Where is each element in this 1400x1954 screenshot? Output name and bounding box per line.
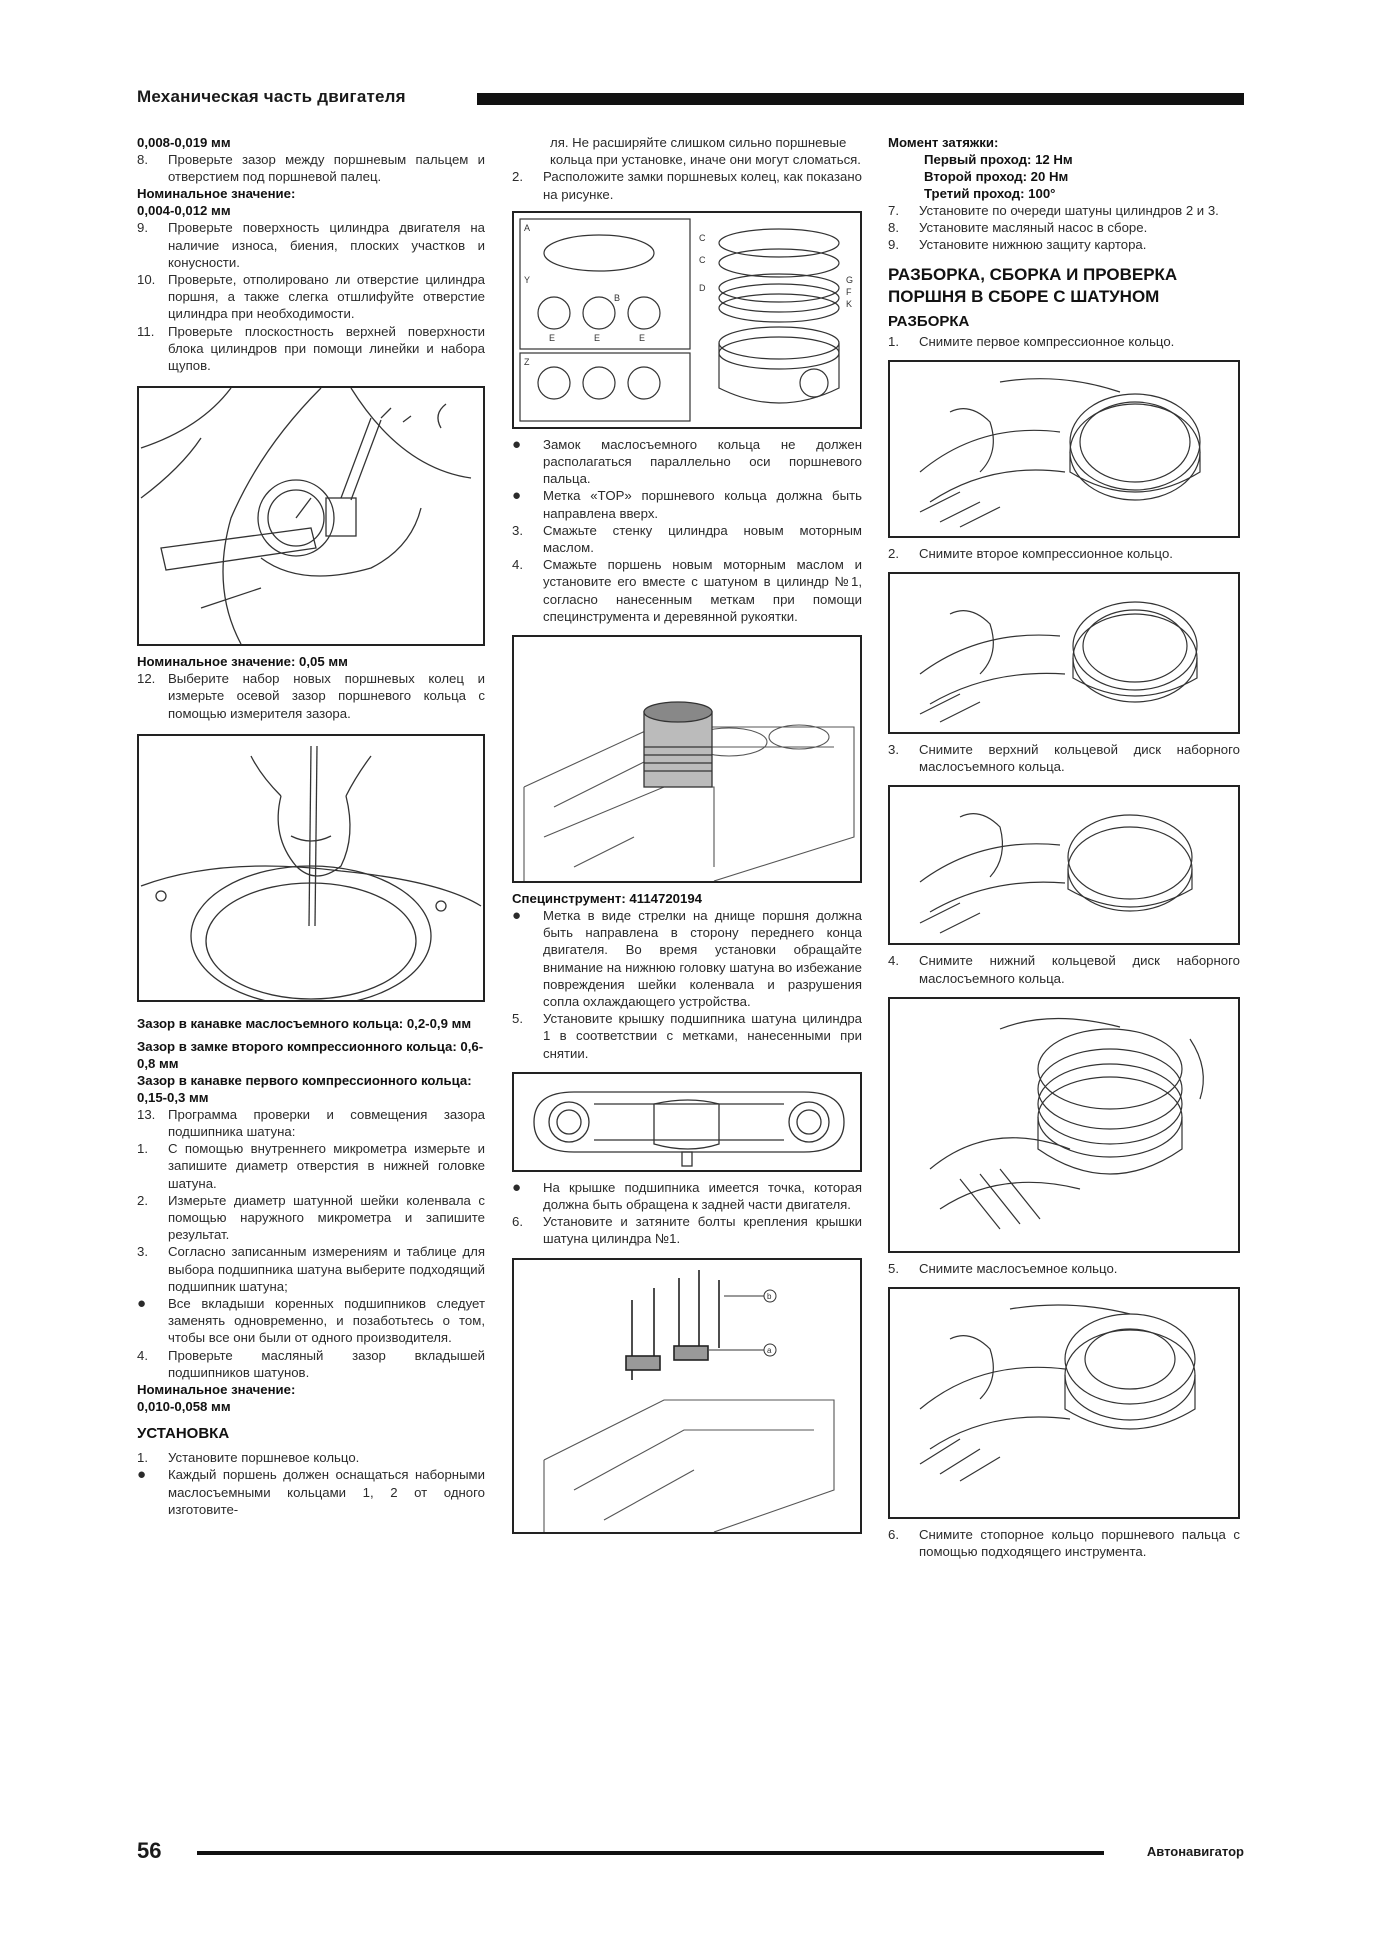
bullet-cap-dot xyxy=(512,1179,862,1213)
step-text: Установите поршневое кольцо. xyxy=(168,1450,360,1466)
bullet-text: Замок маслосъемного кольца не должен располагаться параллельно оси поршневого пальца. xyxy=(543,436,862,487)
step-number: 11. xyxy=(137,323,155,339)
ring-removal-illustration xyxy=(890,999,1238,1251)
step-number: 9. xyxy=(137,220,148,236)
bullet-text: Метка «TOP» поршневого кольца должна быть направлена вверх. xyxy=(543,488,862,521)
bullet-mark: ● xyxy=(137,1295,147,1313)
label-b: B xyxy=(614,292,621,303)
dial-gauge-illustration xyxy=(139,388,483,644)
disasm-step-3 xyxy=(888,741,1240,775)
label-f: F xyxy=(846,286,852,297)
label-c: C xyxy=(699,232,706,243)
step-number: 13. xyxy=(137,1106,156,1122)
label-a: A xyxy=(524,222,531,233)
step-number: 6. xyxy=(512,1214,523,1230)
step-13 xyxy=(137,1106,485,1140)
feeler-gauge-illustration xyxy=(139,736,483,1000)
step-text: Проверьте поверхность цилиндра двигателя на наличие износа, биения, плоских участков и конусности. xyxy=(168,220,485,270)
subsection-heading: РАЗБОРКА xyxy=(888,312,970,330)
step-number: 12. xyxy=(137,671,156,687)
torque-pass-1: Первый проход: 12 Нм xyxy=(924,152,1073,167)
disasm-step-5 xyxy=(888,1260,1240,1277)
step-text: Проверьте зазор между поршневым пальцем и отверстием под поршневой палец. xyxy=(168,152,485,185)
label-z: Z xyxy=(524,356,530,367)
step-number: 4. xyxy=(137,1347,148,1363)
disasm-step-6 xyxy=(888,1526,1240,1560)
figure-ring-gaps xyxy=(512,211,862,429)
bullet-oil-ring-lock xyxy=(512,436,862,488)
figure-oil-ring-upper xyxy=(888,785,1240,945)
value-line: 0,008-0,019 мм xyxy=(137,135,231,150)
step-text: Снимите первое компрессионное кольцо. xyxy=(919,333,1175,349)
label-c2: C xyxy=(699,254,706,265)
torque-pass-3: Третий проход: 100° xyxy=(924,186,1056,201)
figure-cap-bolts xyxy=(512,1258,862,1534)
special-tool: Специнструмент: 4114720194 xyxy=(512,891,703,907)
step-text: Измерьте диаметр шатунной шейки коленвала с помощью наружного микрометра и запишите результат. xyxy=(168,1192,485,1243)
step-8 xyxy=(137,151,485,185)
step-5 xyxy=(512,1010,862,1062)
step-10 xyxy=(137,271,485,323)
step-text: Расположите замки поршневых колец, как показано на рисунке. xyxy=(543,169,862,202)
ring-removal-illustration xyxy=(890,1289,1238,1517)
step-text: С помощью внутреннего микрометра измерьте и запишите диаметр отверстия в нижней головке шатуна. xyxy=(168,1141,485,1191)
figure-dial-gauge xyxy=(137,386,485,646)
bullet-mark: ● xyxy=(512,1178,522,1196)
bearing-cap-illustration xyxy=(514,1074,860,1170)
bullet-arrow-mark xyxy=(512,907,862,1010)
step-number: 7. xyxy=(888,203,899,218)
label-e: E xyxy=(549,332,556,343)
figure-feeler-gauge xyxy=(137,734,485,1002)
step-text: Проверьте, отполировано ли отверстие цилиндра поршня, а также слегка отшлифуйте отверстие цилиндра при необходимости. xyxy=(168,272,485,322)
nominal-value: 0,010-0,058 мм xyxy=(137,1399,231,1415)
ring-removal-illustration xyxy=(890,787,1238,943)
step-text: Проверьте плоскостность верхней поверхности блока цилиндров при помощи линейки и набора щупов. xyxy=(168,323,485,374)
step-number: 1. xyxy=(137,1141,148,1157)
bullet-text: Каждый поршень должен оснащаться наборными маслосъемными кольцами 1, 2 от одного изготовите- xyxy=(168,1467,485,1517)
step-number: 4. xyxy=(512,557,523,573)
column-3 xyxy=(888,134,1240,1560)
bullet-mark: ● xyxy=(512,907,522,925)
step-text: Установите масляный насос в сборе. xyxy=(919,220,1148,236)
torque-pass-2: Второй проход: 20 Нм xyxy=(924,169,1069,184)
bullet-mark: ● xyxy=(137,1466,147,1484)
cap-bolts-illustration xyxy=(514,1260,860,1532)
step-text: Установите по очереди шатуны цилиндров 2 и 3. xyxy=(919,203,1219,218)
bullet-mark: ● xyxy=(512,435,522,453)
section-title: Механическая часть двигателя xyxy=(137,87,406,106)
step-number: 3. xyxy=(512,522,523,538)
nominal-label: Номинальное значение: xyxy=(137,1382,296,1398)
step-number: 8. xyxy=(137,152,148,167)
column-1 xyxy=(137,134,485,1518)
step-number: 2. xyxy=(137,1192,148,1208)
substep-3 xyxy=(137,1243,485,1295)
step-3 xyxy=(512,522,862,556)
substep-4 xyxy=(137,1347,485,1381)
label-d: D xyxy=(699,282,706,293)
continued-text: ля. Не расширяйте слишком сильно поршневые кольца при установке, иначе они могут сломаться. xyxy=(550,135,861,168)
step-text: Снимите второе компрессионное кольцо. xyxy=(919,545,1173,561)
figure-piston-install xyxy=(512,635,862,883)
ring-gaps-diagram xyxy=(514,213,860,427)
step-number: 5. xyxy=(512,1011,523,1027)
disasm-step-2 xyxy=(888,545,1240,562)
step-number: 8. xyxy=(888,220,899,236)
ring-removal-illustration xyxy=(890,362,1238,536)
step-number: 5. xyxy=(888,1260,899,1276)
step-number: 9. xyxy=(888,237,899,253)
step-9 xyxy=(137,219,485,271)
step-number: 2. xyxy=(888,545,899,561)
label-y: Y xyxy=(524,274,531,285)
disasm-step-1 xyxy=(888,333,1240,350)
step-text: Проверьте масляный зазор вкладышей подшипников шатунов. xyxy=(168,1347,485,1380)
install-bullet xyxy=(137,1466,485,1518)
step-number: 4. xyxy=(888,953,899,969)
step-number: 10. xyxy=(137,272,156,288)
step-text: Программа проверки и совмещения зазора подшипника шатуна: xyxy=(168,1106,485,1140)
step-text: Согласно записанным измерениям и таблице для выбора подшипника шатуна выберите подходящий подшипник шатуна; xyxy=(168,1244,485,1294)
step-text: Снимите верхний кольцевой диск наборного маслосъемного кольца. xyxy=(919,742,1240,775)
step-text: Снимите нижний кольцевой диск наборного маслосъемного кольца. xyxy=(919,953,1240,986)
step-12 xyxy=(137,670,485,722)
disasm-step-4 xyxy=(888,952,1240,986)
bullet-text: На крышке подшипника имеется точка, которая должна быть обращена к задней части двигателя. xyxy=(543,1179,862,1213)
gap-second-ring: Зазор в замке второго компрессионного кольца: 0,6-0,8 мм xyxy=(137,1038,484,1071)
page-number: 56 xyxy=(137,1838,162,1863)
footer-rule xyxy=(197,1851,1104,1855)
nominal-flatness: Номинальное значение: 0,05 мм xyxy=(137,654,348,670)
gap-oil-ring: Зазор в канавке маслосъемного кольца: 0,2-0,9 мм xyxy=(137,1015,472,1031)
substep-1 xyxy=(137,1140,485,1192)
figure-oil-ring-removal xyxy=(888,1287,1240,1519)
step-number: 1. xyxy=(888,333,899,349)
figure-bearing-cap xyxy=(512,1072,862,1172)
header-bar xyxy=(477,93,1244,105)
step-8 xyxy=(888,219,1240,236)
gap-first-ring: Зазор в канавке первого компрессионного кольца: 0,15-0,3 мм xyxy=(137,1072,472,1105)
step-text: Смажьте стенку цилиндра новым моторным маслом. xyxy=(543,522,862,556)
install-step-1 xyxy=(137,1449,485,1466)
step-text: Установите крышку подшипника шатуна цилиндра 1 в соответствии с метками, нанесенными при снятии. xyxy=(543,1011,862,1061)
bullet-mark: ● xyxy=(512,487,522,505)
bullet-text: Все вкладыши коренных подшипников следует заменять одновременно, и позаботьтесь о том, чтобы все они были от одного производителя. xyxy=(168,1296,485,1346)
piston-install-illustration xyxy=(514,637,860,881)
section-heading: РАЗБОРКА, СБОРКА И ПРОВЕРКА ПОРШНЯ В СБОРЕ С ШАТУНОМ xyxy=(888,264,1178,306)
figure-ring-removal-2 xyxy=(888,572,1240,734)
step-number: 1. xyxy=(137,1450,148,1466)
nominal-value: 0,004-0,012 мм xyxy=(137,203,231,219)
step-number: 2. xyxy=(512,169,523,185)
step-9 xyxy=(888,236,1240,253)
column-2 xyxy=(512,134,862,1541)
step-text: Снимите стопорное кольцо поршневого пальца с помощью подходящего инструмента. xyxy=(919,1527,1240,1560)
figure-ring-removal-1 xyxy=(888,360,1240,538)
step-text: Установите нижнюю защиту картора. xyxy=(919,237,1147,253)
label-b: b xyxy=(767,1291,772,1301)
publisher-brand: Автонавигатор xyxy=(1146,1844,1244,1859)
ring-removal-illustration xyxy=(890,574,1238,732)
step-number: 6. xyxy=(888,1527,899,1543)
step-11 xyxy=(137,323,485,375)
nominal-label: Номинальное значение: xyxy=(137,186,296,202)
step-number: 3. xyxy=(888,742,899,758)
step-text: Выберите набор новых поршневых колец и измерьте осевой зазор поршневого кольца с помощью измерителя зазора. xyxy=(168,671,485,721)
step-text: Снимите маслосъемное кольцо. xyxy=(919,1260,1118,1276)
label-a: a xyxy=(767,1345,772,1355)
label-g: G xyxy=(846,274,854,285)
step-text: Смажьте поршень новым моторным маслом и установите его вместе с шатуном в цилиндр №1, согласно нанесенным меткам при помощи специнструмента и деревянной рукоятки. xyxy=(543,557,862,624)
substep-2 xyxy=(137,1192,485,1244)
step-4 xyxy=(512,556,862,625)
install-heading: УСТАНОВКА xyxy=(137,1425,230,1443)
label-k: K xyxy=(846,298,853,309)
bullet-text: Метка в виде стрелки на днище поршня должна быть направлена в сторону переднего конца двигателя. Во время установки обращайте внимание на нижнюю головку шатуна во избежание повреждения шейки коленвала и разрушения сопла охлаждающего устройства. xyxy=(543,908,862,1010)
step-7 xyxy=(888,202,1240,219)
step-6 xyxy=(512,1213,862,1247)
page-header xyxy=(137,86,1244,112)
torque-label: Момент затяжки: xyxy=(888,135,999,150)
step-number: 3. xyxy=(137,1244,148,1260)
figure-oil-ring-lower xyxy=(888,997,1240,1253)
label-e3: E xyxy=(639,332,646,343)
page-footer xyxy=(137,1838,1244,1868)
label-e2: E xyxy=(594,332,601,343)
step-text: Установите и затяните болты крепления крышки шатуна цилиндра №1. xyxy=(543,1214,862,1247)
bullet-bearings xyxy=(137,1295,485,1347)
step-2 xyxy=(512,168,862,202)
bullet-top-mark xyxy=(512,487,862,521)
